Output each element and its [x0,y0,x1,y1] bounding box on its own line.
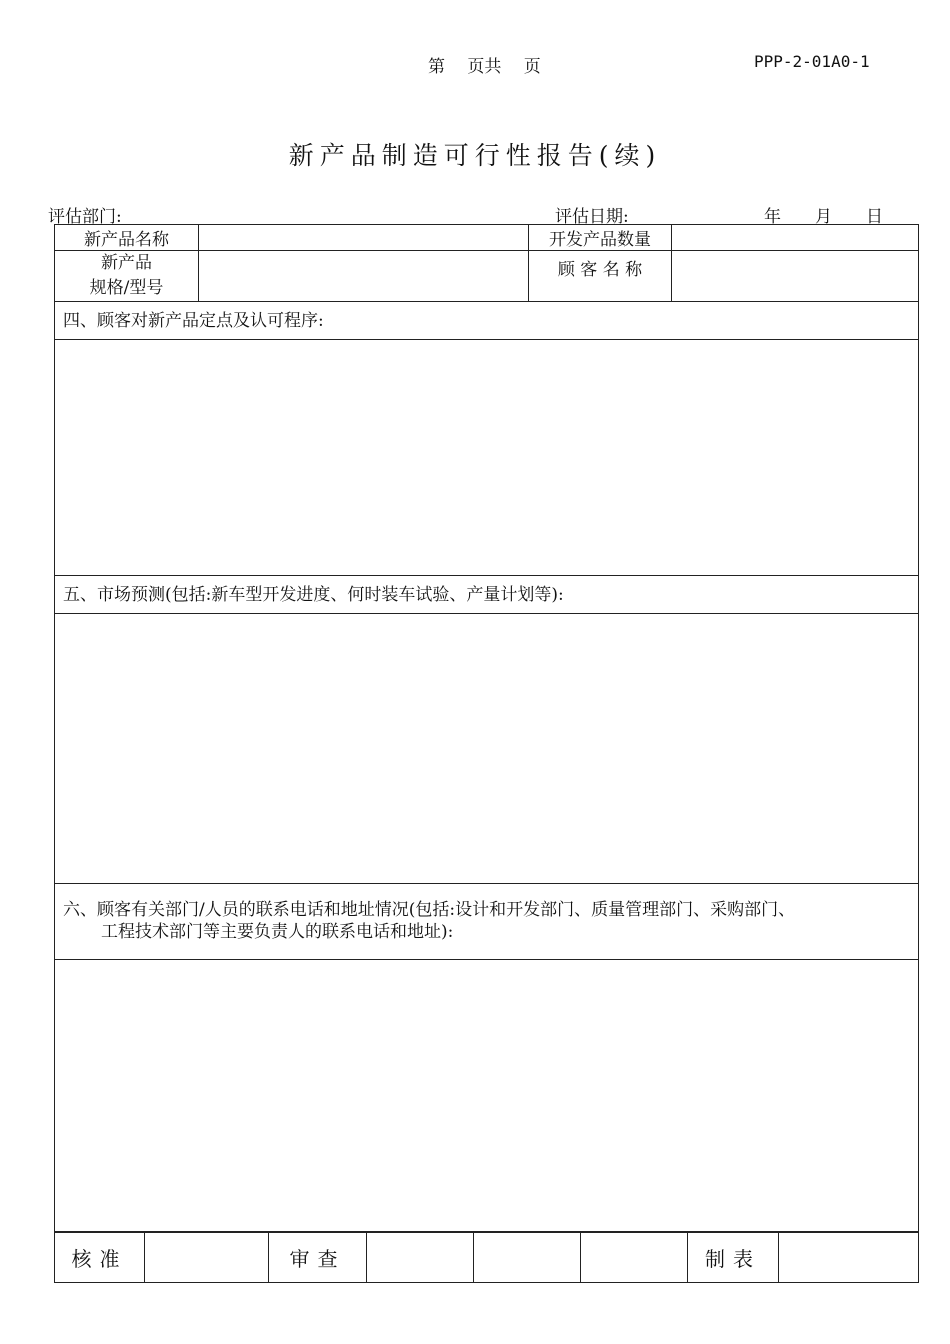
product-name-field[interactable] [199,225,529,251]
evaluation-dept-label: 评估部门: [48,207,122,227]
section-6-title-line2: 工程技术部门等主要负责人的联系电话和地址): [101,921,454,942]
page-number-label: 第 页共 页 [428,57,541,77]
review-label: 审查 [269,1232,367,1283]
evaluation-date-label: 评估日期: [555,207,629,227]
customer-name-field[interactable] [672,251,919,302]
section-6-title [55,884,919,960]
quantity-field[interactable] [672,225,919,251]
review-signature-field-1[interactable] [367,1232,474,1283]
product-name-label: 新产品名称 [55,225,199,251]
section-6-title-line1: 六、顾客有关部门/人员的联系电话和地址情况(包括:设计和开发部门、质量管理部门、采购部门、 [63,899,796,920]
spec-label [55,251,199,302]
spec-label-line1: 新产品 [101,253,152,273]
prepare-label: 制表 [688,1232,779,1283]
section-4-title: 四、顾客对新产品定点及认可程序: [55,302,919,340]
signoff-table [54,1231,919,1283]
section-6-body[interactable] [55,960,919,1233]
page-title: 新产品制造可行性报告(续) [288,141,662,170]
review-signature-field-2[interactable] [474,1232,581,1283]
customer-name-label: 顾 客 名 称 [529,251,672,302]
approve-label: 核准 [55,1232,145,1283]
document-code: PPP-2-01A0-1 [754,52,870,71]
spec-label-line2: 规格/型号 [89,278,164,298]
spec-field[interactable] [199,251,529,302]
prepare-signature-field[interactable] [779,1232,919,1283]
section-5-body[interactable] [55,614,919,884]
review-signature-field-3[interactable] [581,1232,688,1283]
approve-signature-field[interactable] [145,1232,269,1283]
report-form-table [54,224,919,1233]
quantity-label: 开发产品数量 [529,225,672,251]
evaluation-date-ymd: 年 月 日 [764,207,883,227]
section-5-title: 五、市场预测(包括:新车型开发进度、何时装车试验、产量计划等): [55,576,919,614]
section-4-body[interactable] [55,340,919,576]
